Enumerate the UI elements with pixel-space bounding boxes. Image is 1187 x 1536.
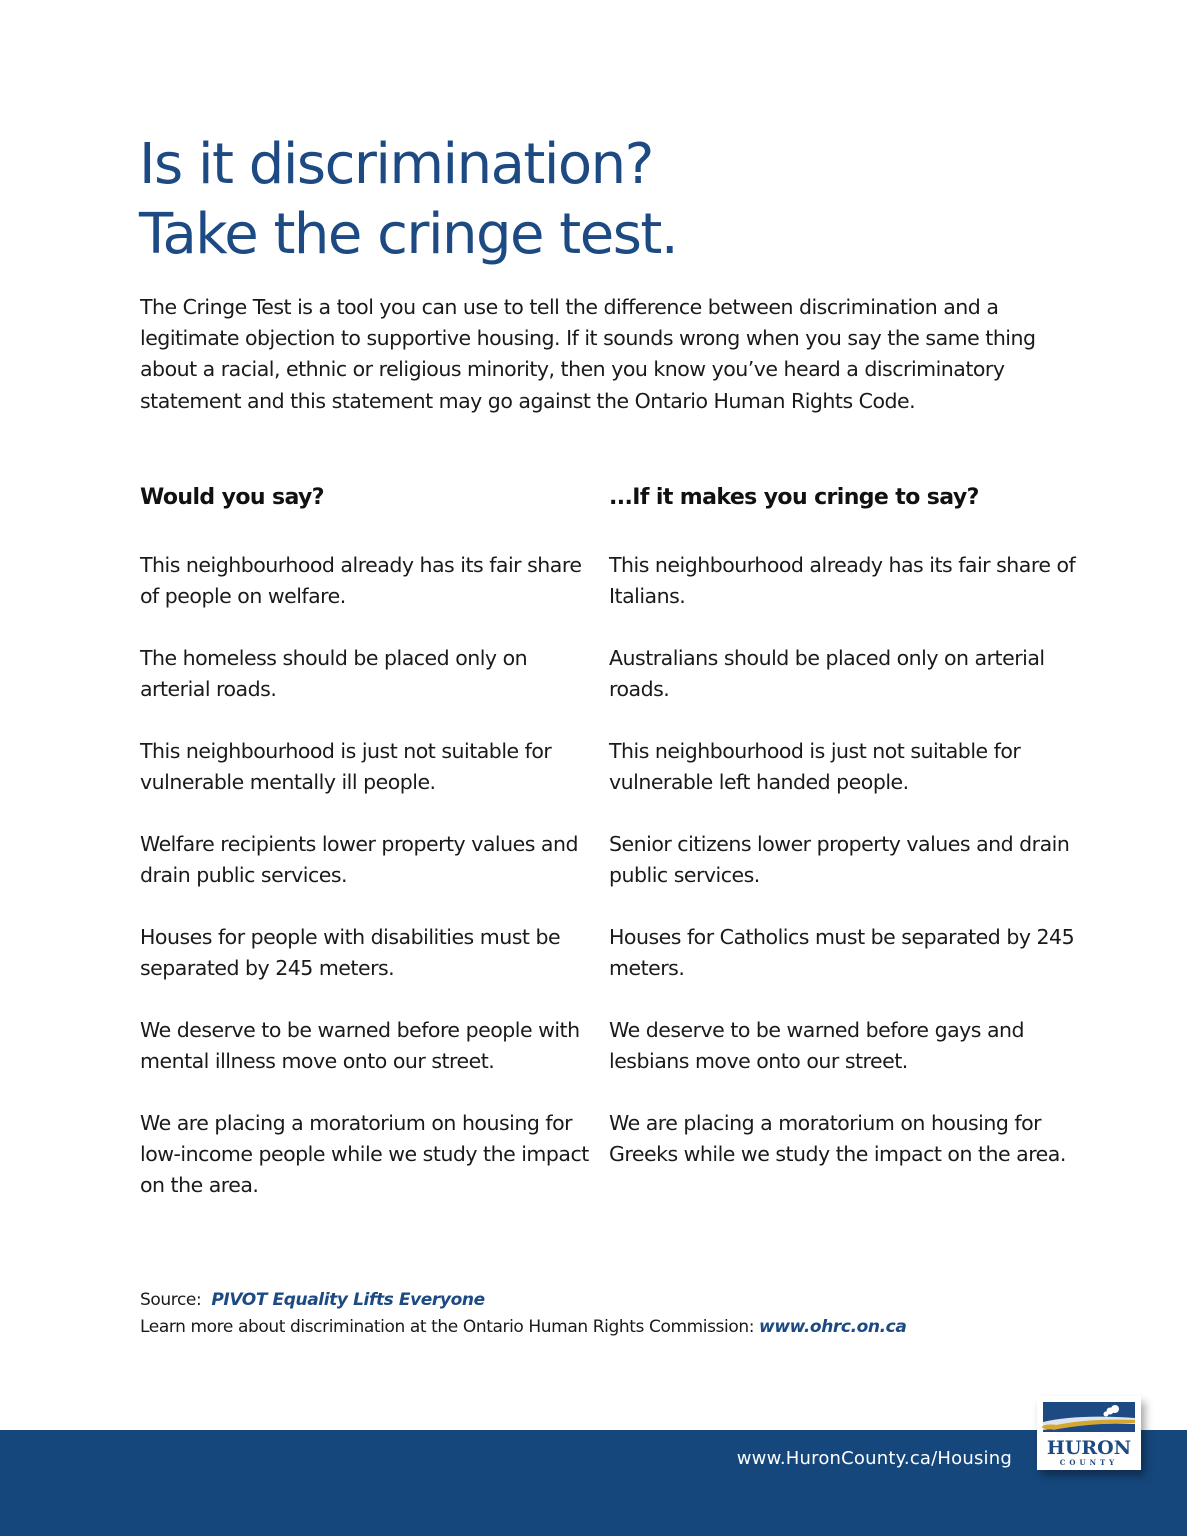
- source-label: Source:: [140, 1290, 202, 1310]
- would-you-say-statement: Houses for people with disabilities must be separated by 245 meters.: [140, 925, 561, 980]
- huron-county-logo: [1037, 1396, 1141, 1470]
- right-column-heading: ...If it makes you cringe to say?: [609, 485, 979, 510]
- cringe-statement: We deserve to be warned before gays and lesbians move onto our street.: [609, 1018, 1025, 1073]
- page-title-line-2: Take the cringe test.: [139, 202, 678, 267]
- learn-more-line: [140, 1314, 906, 1341]
- ohrc-link[interactable]: www.ohrc.on.ca: [759, 1317, 907, 1337]
- page-title: [139, 130, 677, 270]
- svg-text:HURON: HURON: [1046, 1437, 1132, 1459]
- would-you-say-statement: The homeless should be placed only on arterial roads.: [140, 646, 528, 701]
- page-title-line-1: Is it discrimination?: [139, 132, 653, 197]
- source-credits: [140, 1287, 906, 1341]
- cringe-statement: Australians should be placed only on arterial roads.: [609, 646, 1045, 701]
- huron-county-logo-icon: [1037, 1396, 1141, 1470]
- source-link[interactable]: PIVOT Equality Lifts Everyone: [211, 1290, 485, 1310]
- footer-url-link[interactable]: www.HuronCounty.ca/Housing: [736, 1448, 1012, 1469]
- cringe-statement: This neighbourhood is just not suitable for vulnerable left handed people.: [609, 739, 1021, 794]
- cringe-statement: Houses for Catholics must be separated by 245 meters.: [609, 925, 1075, 980]
- footer-band: [0, 1430, 1187, 1536]
- would-you-say-statement: We are placing a moratorium on housing for low-income people while we study the impact on the area.: [140, 1111, 589, 1197]
- would-you-say-statement: We deserve to be warned before people with mental illness move onto our street.: [140, 1018, 580, 1073]
- cringe-statement: This neighbourhood already has its fair share of Italians.: [609, 553, 1076, 608]
- would-you-say-statement: Welfare recipients lower property values and drain public services.: [140, 832, 578, 887]
- would-you-say-statement: This neighbourhood already has its fair share of people on welfare.: [140, 553, 582, 608]
- cringe-statement: Senior citizens lower property values and drain public services.: [609, 832, 1070, 887]
- svg-text:COUNTY: COUNTY: [1059, 1458, 1119, 1467]
- learn-more-text: Learn more about discrimination at the Ontario Human Rights Commission:: [140, 1317, 755, 1337]
- would-you-say-statement: This neighbourhood is just not suitable for vulnerable mentally ill people.: [140, 739, 552, 794]
- left-column-heading: Would you say?: [140, 485, 324, 510]
- cringe-statement: We are placing a moratorium on housing for Greeks while we study the impact on the area.: [609, 1111, 1066, 1166]
- source-line: [140, 1287, 906, 1314]
- intro-paragraph: The Cringe Test is a tool you can use to tell the difference between discrimination and a legitimate objection to supportive housing. If it sounds wrong when you say the same thing about a racial, ethnic or religious minority, then you know you’ve heard a discriminatory statement and this statement may go against the Ontario Human Rights Code.: [140, 295, 1036, 413]
